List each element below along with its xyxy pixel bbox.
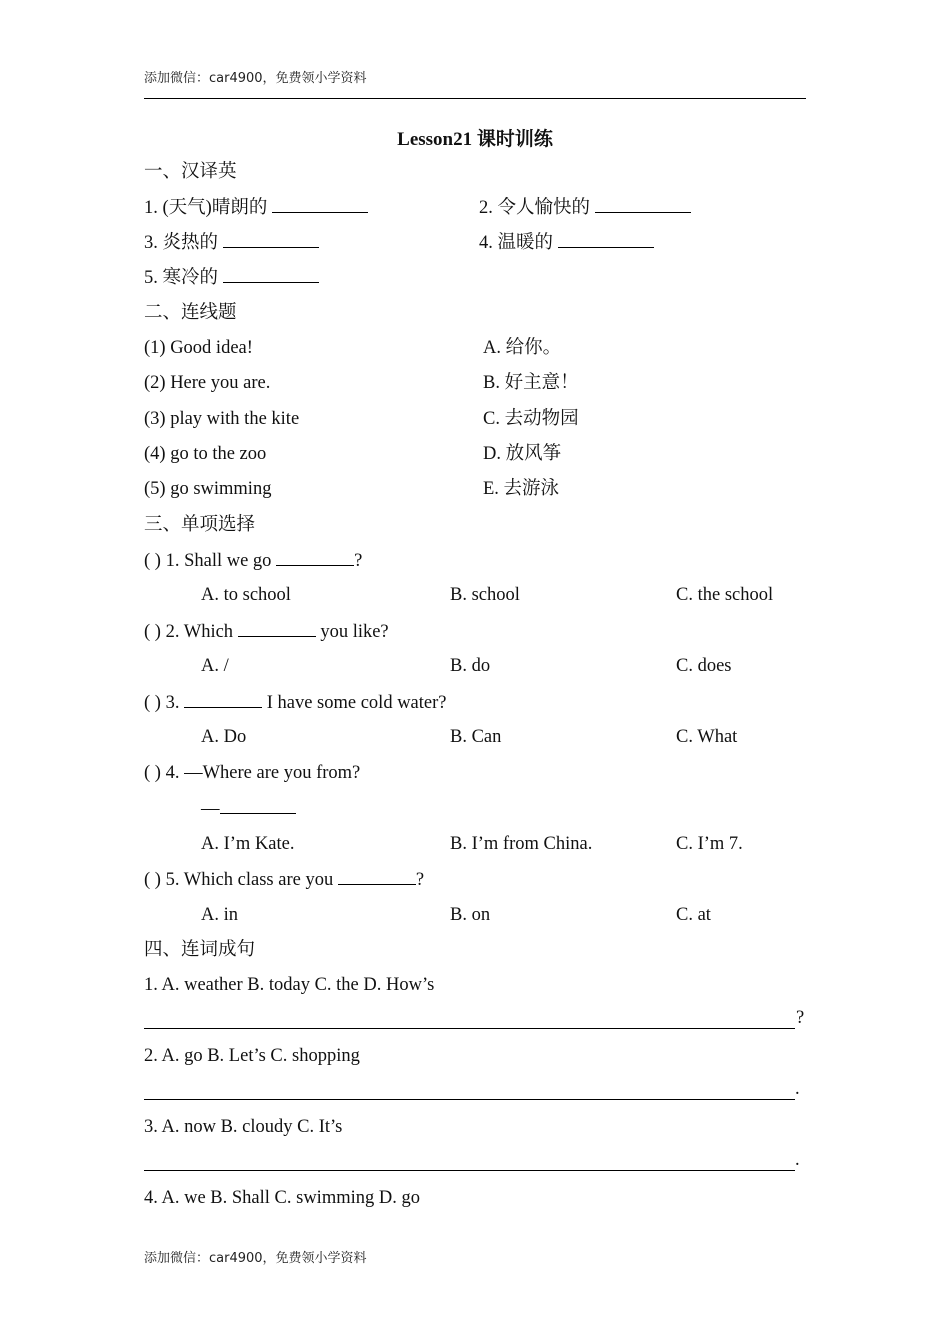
item-label: 1. (天气)晴朗的 <box>144 198 268 218</box>
section1-heading: 一、汉译英 <box>144 162 237 182</box>
q2-option-c[interactable]: C. does <box>676 656 732 676</box>
q1-option-b[interactable]: B. school <box>450 585 520 605</box>
match-right-d: D. 放风筝 <box>483 444 562 464</box>
q5-option-b[interactable]: B. on <box>450 905 491 925</box>
q2-option-b[interactable]: B. do <box>450 656 491 676</box>
match-right-e: E. 去游泳 <box>483 479 560 499</box>
question-text-end: ? <box>354 551 363 571</box>
section1-item-5 <box>144 265 319 290</box>
match-left-5: (5) go swimming <box>144 479 272 499</box>
question-text-end: ? <box>415 870 425 890</box>
answer-line-3-end: . <box>795 1150 800 1170</box>
q3-option-c[interactable]: C. What <box>676 727 738 747</box>
sentence-item-3: 3. A. now B. cloudy C. It’s <box>144 1117 343 1137</box>
answer-blank[interactable] <box>338 867 416 885</box>
sentence-item-1: 1. A. weather B. today C. the D. How’s <box>144 975 435 995</box>
section3-heading: 三、单项选择 <box>144 515 256 535</box>
question-text: ( ) 3. <box>144 693 185 713</box>
sentence-item-4: 4. A. we B. Shall C. swimming D. go <box>144 1188 420 1208</box>
section1-item-3 <box>144 230 319 255</box>
match-left-3: (3) play with the kite <box>144 409 300 429</box>
section4-heading: 四、连词成句 <box>144 940 256 960</box>
section1-item-2 <box>479 195 691 220</box>
answer-blank[interactable] <box>184 690 262 708</box>
item-label: 2. 令人愉快的 <box>479 198 591 218</box>
section2-heading: 二、连线题 <box>144 303 237 323</box>
dash: — <box>201 799 220 819</box>
q1-option-c[interactable]: C. the school <box>676 585 774 605</box>
q4-option-c[interactable]: C. I’m 7. <box>676 834 743 854</box>
section1-item-1 <box>144 195 368 220</box>
question-2 <box>144 619 389 644</box>
question-text: ( ) 2. Which <box>144 622 238 642</box>
item-label: 5. 寒冷的 <box>144 268 219 288</box>
question-text-end: you like? <box>315 622 389 642</box>
answer-blank[interactable] <box>272 195 368 213</box>
answer-blank[interactable] <box>238 619 316 637</box>
question-text: ( ) 5. Which class are you <box>144 870 338 890</box>
q5-option-c[interactable]: C. at <box>676 905 711 925</box>
question-3 <box>144 690 446 715</box>
q4-answer-line <box>201 796 296 821</box>
answer-line-1-end: ? <box>796 1008 805 1028</box>
answer-blank[interactable] <box>223 230 319 248</box>
answer-line-3[interactable] <box>144 1170 795 1171</box>
q2-option-a[interactable]: A. / <box>201 656 229 676</box>
header-divider <box>144 98 806 99</box>
answer-line-2-end: . <box>795 1079 800 1099</box>
q3-option-a[interactable]: A. Do <box>201 727 247 747</box>
question-1 <box>144 548 362 573</box>
sentence-item-2: 2. A. go B. Let’s C. shopping <box>144 1046 360 1066</box>
q3-option-b[interactable]: B. Can <box>450 727 502 747</box>
page-footer-note: 添加微信：car4900，免费领小学资料 <box>144 1251 367 1266</box>
answer-blank[interactable] <box>276 548 354 566</box>
answer-blank[interactable] <box>558 230 654 248</box>
q4-option-a[interactable]: A. I’m Kate. <box>201 834 295 854</box>
q1-option-a[interactable]: A. to school <box>201 585 291 605</box>
match-right-b: B. 好主意！ <box>483 373 579 393</box>
question-4: ( ) 4. —Where are you from? <box>144 763 361 783</box>
item-label: 4. 温暖的 <box>479 233 554 253</box>
worksheet-title: Lesson21 课时训练 <box>397 129 553 150</box>
match-right-a: A. 给你。 <box>483 338 562 358</box>
answer-line-2[interactable] <box>144 1099 795 1100</box>
answer-blank[interactable] <box>595 195 691 213</box>
answer-blank[interactable] <box>223 265 319 283</box>
q4-option-b[interactable]: B. I’m from China. <box>450 834 593 854</box>
match-left-2: (2) Here you are. <box>144 373 271 393</box>
question-text-end: I have some cold water? <box>262 693 447 713</box>
answer-blank[interactable] <box>220 796 296 814</box>
question-text: ( ) 1. Shall we go <box>144 551 277 571</box>
match-left-4: (4) go to the zoo <box>144 444 267 464</box>
q5-option-a[interactable]: A. in <box>201 905 238 925</box>
page-header-note: 添加微信：car4900，免费领小学资料 <box>144 71 367 86</box>
answer-line-1[interactable] <box>144 1028 795 1029</box>
question-5 <box>144 867 424 892</box>
item-label: 3. 炎热的 <box>144 233 219 253</box>
match-right-c: C. 去动物园 <box>483 409 579 429</box>
match-left-1: (1) Good idea! <box>144 338 253 358</box>
section1-item-4 <box>479 230 654 255</box>
